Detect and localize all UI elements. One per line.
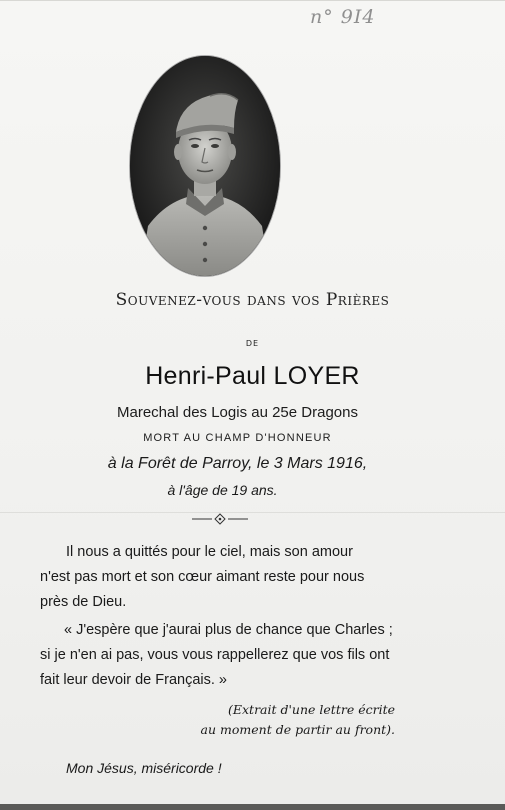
excerpt-line: au moment de partir au front).: [200, 722, 395, 737]
catalog-number: n° 9I4: [310, 6, 376, 28]
fold-line: [0, 512, 505, 513]
honor-line: MORT AU CHAMP D'HONNEUR: [143, 432, 332, 444]
paragraph-line: « J'espère que j'aurai plus de chance que Charles ;: [64, 622, 393, 638]
paragraph-letter-quote: [40, 618, 462, 693]
portrait-photo-icon: [130, 56, 280, 276]
soldier-portrait: [130, 56, 280, 276]
paragraph-line: fait leur devoir de Français. »: [40, 672, 227, 688]
excerpt-line: (Extrait d'une lettre écrite: [228, 702, 395, 717]
heading-remember-in-prayers: Souvenez-vous dans vos Prières: [115, 290, 390, 310]
age-at-death: à l'âge de 19 ans.: [167, 482, 278, 498]
place-and-date: à la Forêt de Parroy, le 3 Mars 1916,: [107, 455, 368, 472]
bottom-edge: [0, 804, 505, 810]
de-label: DE: [245, 339, 260, 348]
deceased-name: Henri-Paul LOYER: [145, 362, 360, 390]
military-rank: Marechal des Logis au 25e Dragons: [117, 404, 358, 421]
top-edge: [0, 0, 505, 1]
paragraph-line: si je n'en ai pas, vous vous rappellerez que vos fils ont: [40, 647, 390, 663]
paragraph-line: près de Dieu.: [40, 594, 127, 610]
paragraph-line: Il nous a quittés pour le ciel, mais son amour: [66, 544, 353, 560]
paragraph-line: n'est pas mort et son cœur aimant reste pour nous: [40, 569, 365, 585]
paragraph-tribute: [40, 540, 462, 615]
divider-ornament-icon: [190, 512, 250, 526]
excerpt-attribution: [170, 700, 395, 740]
closing-prayer: Mon Jésus, miséricorde !: [66, 760, 222, 776]
